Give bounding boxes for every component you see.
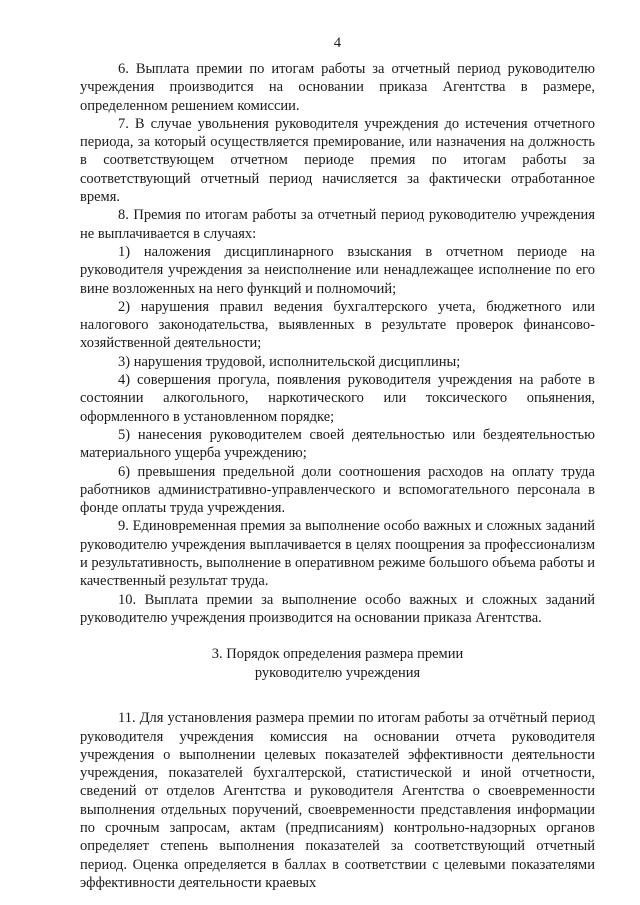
paragraph-11: 11. Для установления размера премии по итогам работы за отчётный период руководителя учреждения комиссия на основании отчета руководителя учреждения о выполнении целевых показателей эффективности деятельности учреждения, показателей бухгалтерской, статистической и иной отчетности, сведений от отделов Агентства и руководителя Агентства о своевременности выполнения отдельных поручений, своевременности представления информации по срочным запросам, актам (предписаниям) контрольно-надзорных органов определяет степень выполнения показателей за соответствующий отчетный период. Оценка определяется в баллах в соответствии с целевыми показателями эффективности деятельности краевых [80, 710, 595, 891]
list-item-3: 3) нарушения трудовой, исполнительской дисциплины; [118, 353, 461, 370]
list-item-4: 4) совершения прогула, появления руководителя учреждения на работе в состоянии алкогольного, наркотического или токсического опьянения, оформленного в установленном порядке; [80, 372, 595, 425]
paragraph-9: 9. Единовременная премия за выполнение особо важных и сложных заданий руководителю учреждения выплачивается в целях поощрения за профессионализм и результативность, выполнение в оперативном режиме большого объема работы и качественный результат труда. [80, 518, 596, 590]
paragraph-7: 7. В случае увольнения руководителя учреждения до истечения отчетного периода, за который осуществляется премирование, или назначения на должность в соответствующем отчетном периоде премия по итогам работы за соответствующий отчетный период начисляется за фактически отработанное время. [80, 115, 595, 206]
paragraph-6: 6. Выплата премии по итогам работы за отчетный период руководителю учреждения производится на основании приказа Агентства в размере, определенном решением комиссии. [80, 61, 595, 114]
list-item-5: 5) нанесения руководителем своей деятельностью или бездеятельностью материального ущерба учреждению; [80, 426, 595, 462]
paragraph-10: 10. Выплата премии за выполнение особо важных и сложных заданий руководителю учреждения производится на основании приказа Агентства. [80, 591, 595, 626]
page-number: 4 [333, 35, 342, 51]
paragraph-8: 8. Премия по итогам работы за отчетный период руководителю учреждения не выплачивается в случаях: [80, 207, 595, 242]
section-heading-line-2: руководителю учреждения [254, 665, 421, 682]
document-page [80, 34, 595, 892]
list-item-1: 1) наложения дисциплинарного взыскания в отчетном периоде на руководителя учреждения за неисполнение или ненадлежащее исполнение по его вине возложенных на него функций и полномочий; [80, 243, 595, 297]
list-item-6: 6) превышения предельной доли соотношения расходов на оплату труда работников административно-управленческого и вспомогательного персонала в фонде оплаты труда учреждения. [80, 463, 595, 517]
section-heading-line-1: 3. Порядок определения размера премии [211, 646, 464, 663]
section-heading [80, 645, 595, 683]
list-item-2: 2) нарушения правил ведения бухгалтерского учета, бюджетного или налогового законодательства, выявленных в результате проверок финансово-хозяйственной деятельности; [80, 298, 595, 352]
